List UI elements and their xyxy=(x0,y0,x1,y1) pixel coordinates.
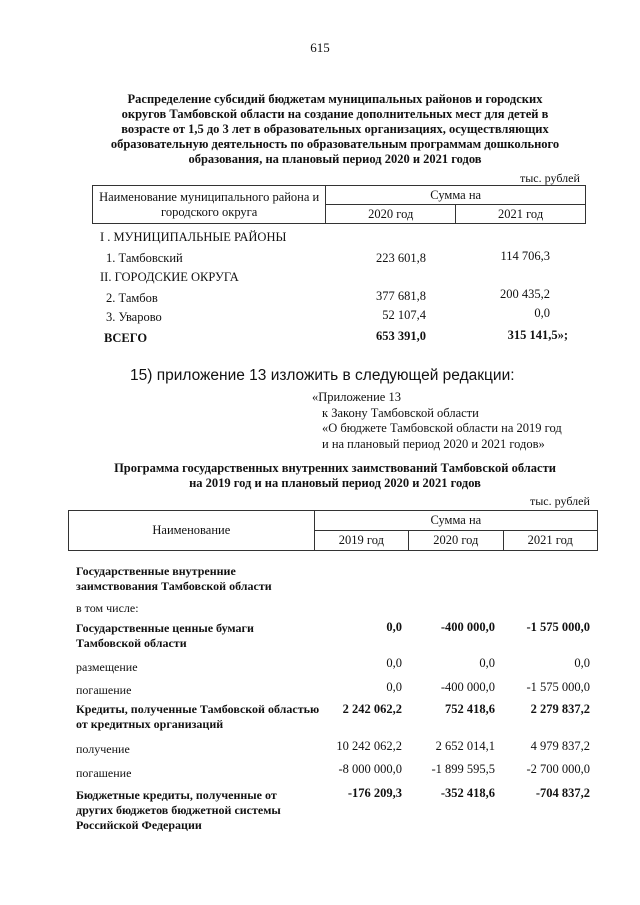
table2-row-label: размещение xyxy=(76,660,138,674)
table1-cell-2021: 114 706,3 xyxy=(500,249,550,263)
table1-title xyxy=(95,92,575,167)
table2-header-year-2021: 2021 год xyxy=(503,531,597,551)
table2-cell-2020: 0,0 xyxy=(479,656,495,670)
table2-cell-2019: 0,0 xyxy=(386,620,402,634)
table1-cell-2021: 200 435,2 xyxy=(500,287,550,301)
table1-total-label: ВСЕГО xyxy=(104,331,148,345)
table2-row-label: погашение xyxy=(76,766,132,780)
table2-units: тыс. рублей xyxy=(530,494,590,508)
table2-row-label: получение xyxy=(76,742,130,756)
table1-header-year-2021: 2021 год xyxy=(456,205,586,224)
table1-row-label: I . МУНИЦИПАЛЬНЫЕ РАЙОНЫ xyxy=(100,230,287,244)
table2-cell-2020: -352 418,6 xyxy=(440,786,495,800)
table1-cell-2020: 52 107,4 xyxy=(382,308,426,322)
appendix-line: и на плановый период 2020 и 2021 годов» xyxy=(322,436,545,451)
table2-row-label: Государственные внутренние заимствования Тамбовской области xyxy=(76,564,272,593)
table2-header xyxy=(68,510,598,551)
table1-header xyxy=(92,185,586,224)
table1-title-line: образования, на плановый период 2020 и 2021 годов xyxy=(188,152,482,166)
table1-cell-2020: 377 681,8 xyxy=(376,289,426,303)
table2-cell-2020: 2 652 014,1 xyxy=(435,739,495,753)
item-15-text: 15) приложение 13 изложить в следующей редакции: xyxy=(130,367,515,384)
table2-cell-2020: -400 000,0 xyxy=(440,620,495,634)
table1-cell-2021: 0,0 xyxy=(534,306,550,320)
table2-title-line: на 2019 год и на плановый период 2020 и 2021 годов xyxy=(189,476,481,490)
table2-title-line: Программа государственных внутренних заимствований Тамбовской области xyxy=(114,461,556,475)
table2-row-label: Государственные ценные бумаги Тамбовской области xyxy=(76,621,254,650)
appendix-line: «Приложение 13 xyxy=(312,390,401,404)
table2-header-year-2019: 2019 год xyxy=(314,531,408,551)
table2-cell-2020: -400 000,0 xyxy=(440,680,495,694)
table1-header-year-2020: 2020 год xyxy=(326,205,456,224)
table2-cell-2021: 2 279 837,2 xyxy=(530,702,590,716)
table2-row-label: в том числе: xyxy=(76,601,139,615)
table1-units: тыс. рублей xyxy=(520,171,580,185)
appendix-line: к Закону Тамбовской области xyxy=(322,405,479,420)
table2-title xyxy=(95,461,575,491)
table2-cell-2019: -176 209,3 xyxy=(347,786,402,800)
table1-row-label: 3. Уварово xyxy=(106,310,162,324)
table1-row-label: II. ГОРОДСКИЕ ОКРУГА xyxy=(100,270,239,284)
table2-row-label: Кредиты, полученные Тамбовской областью от кредитных организаций xyxy=(76,702,320,731)
table2-header-year-2020: 2020 год xyxy=(409,531,503,551)
table1-total-2020: 653 391,0 xyxy=(376,329,426,343)
table2-cell-2020: -1 899 595,5 xyxy=(431,762,495,776)
table2-header-sum: Сумма на xyxy=(314,511,597,531)
table2-cell-2020: 752 418,6 xyxy=(445,702,495,716)
table2-cell-2021: -704 837,2 xyxy=(535,786,590,800)
table1-cell-2020: 223 601,8 xyxy=(376,251,426,265)
page-number: 615 xyxy=(310,40,330,55)
table1-title-line: Распределение субсидий бюджетам муниципальных районов и городских xyxy=(127,92,543,106)
table2-cell-2021: -1 575 000,0 xyxy=(526,620,590,634)
table2-cell-2021: -2 700 000,0 xyxy=(526,762,590,776)
table2-cell-2021: 0,0 xyxy=(574,656,590,670)
table1-row-label: 2. Тамбов xyxy=(106,291,158,305)
table1-header-name: Наименование муниципального района и городского округа xyxy=(93,186,326,224)
table1-header-sum: Сумма на xyxy=(326,186,586,205)
table1-title-line: округов Тамбовской области на создание дополнительных мест для детей в xyxy=(121,107,549,121)
table1-title-line: возрасте от 1,5 до 3 лет в образовательных организациях, осуществляющих xyxy=(121,122,549,136)
table2-header-name: Наименование xyxy=(69,511,315,551)
table2-row-label: погашение xyxy=(76,683,132,697)
table2-cell-2019: -8 000 000,0 xyxy=(338,762,402,776)
table2-cell-2019: 10 242 062,2 xyxy=(336,739,402,753)
table2-cell-2021: -1 575 000,0 xyxy=(526,680,590,694)
table1-total-2021: 315 141,5»; xyxy=(507,328,568,342)
table1-title-line: образовательную деятельность по образовательным программам дошкольного xyxy=(110,137,560,151)
table2-cell-2021: 4 979 837,2 xyxy=(530,739,590,753)
appendix-line: «О бюджете Тамбовской области на 2019 год xyxy=(322,421,562,435)
table2-cell-2019: 0,0 xyxy=(386,680,402,694)
table1-row-label: 1. Тамбовский xyxy=(106,251,183,265)
table2-cell-2019: 2 242 062,2 xyxy=(342,702,402,716)
appendix-reference xyxy=(312,390,562,452)
table2-row-label: Бюджетные кредиты, полученные от других бюджетов бюджетной системы Российской Федерации xyxy=(76,788,281,832)
table2-cell-2019: 0,0 xyxy=(386,656,402,670)
